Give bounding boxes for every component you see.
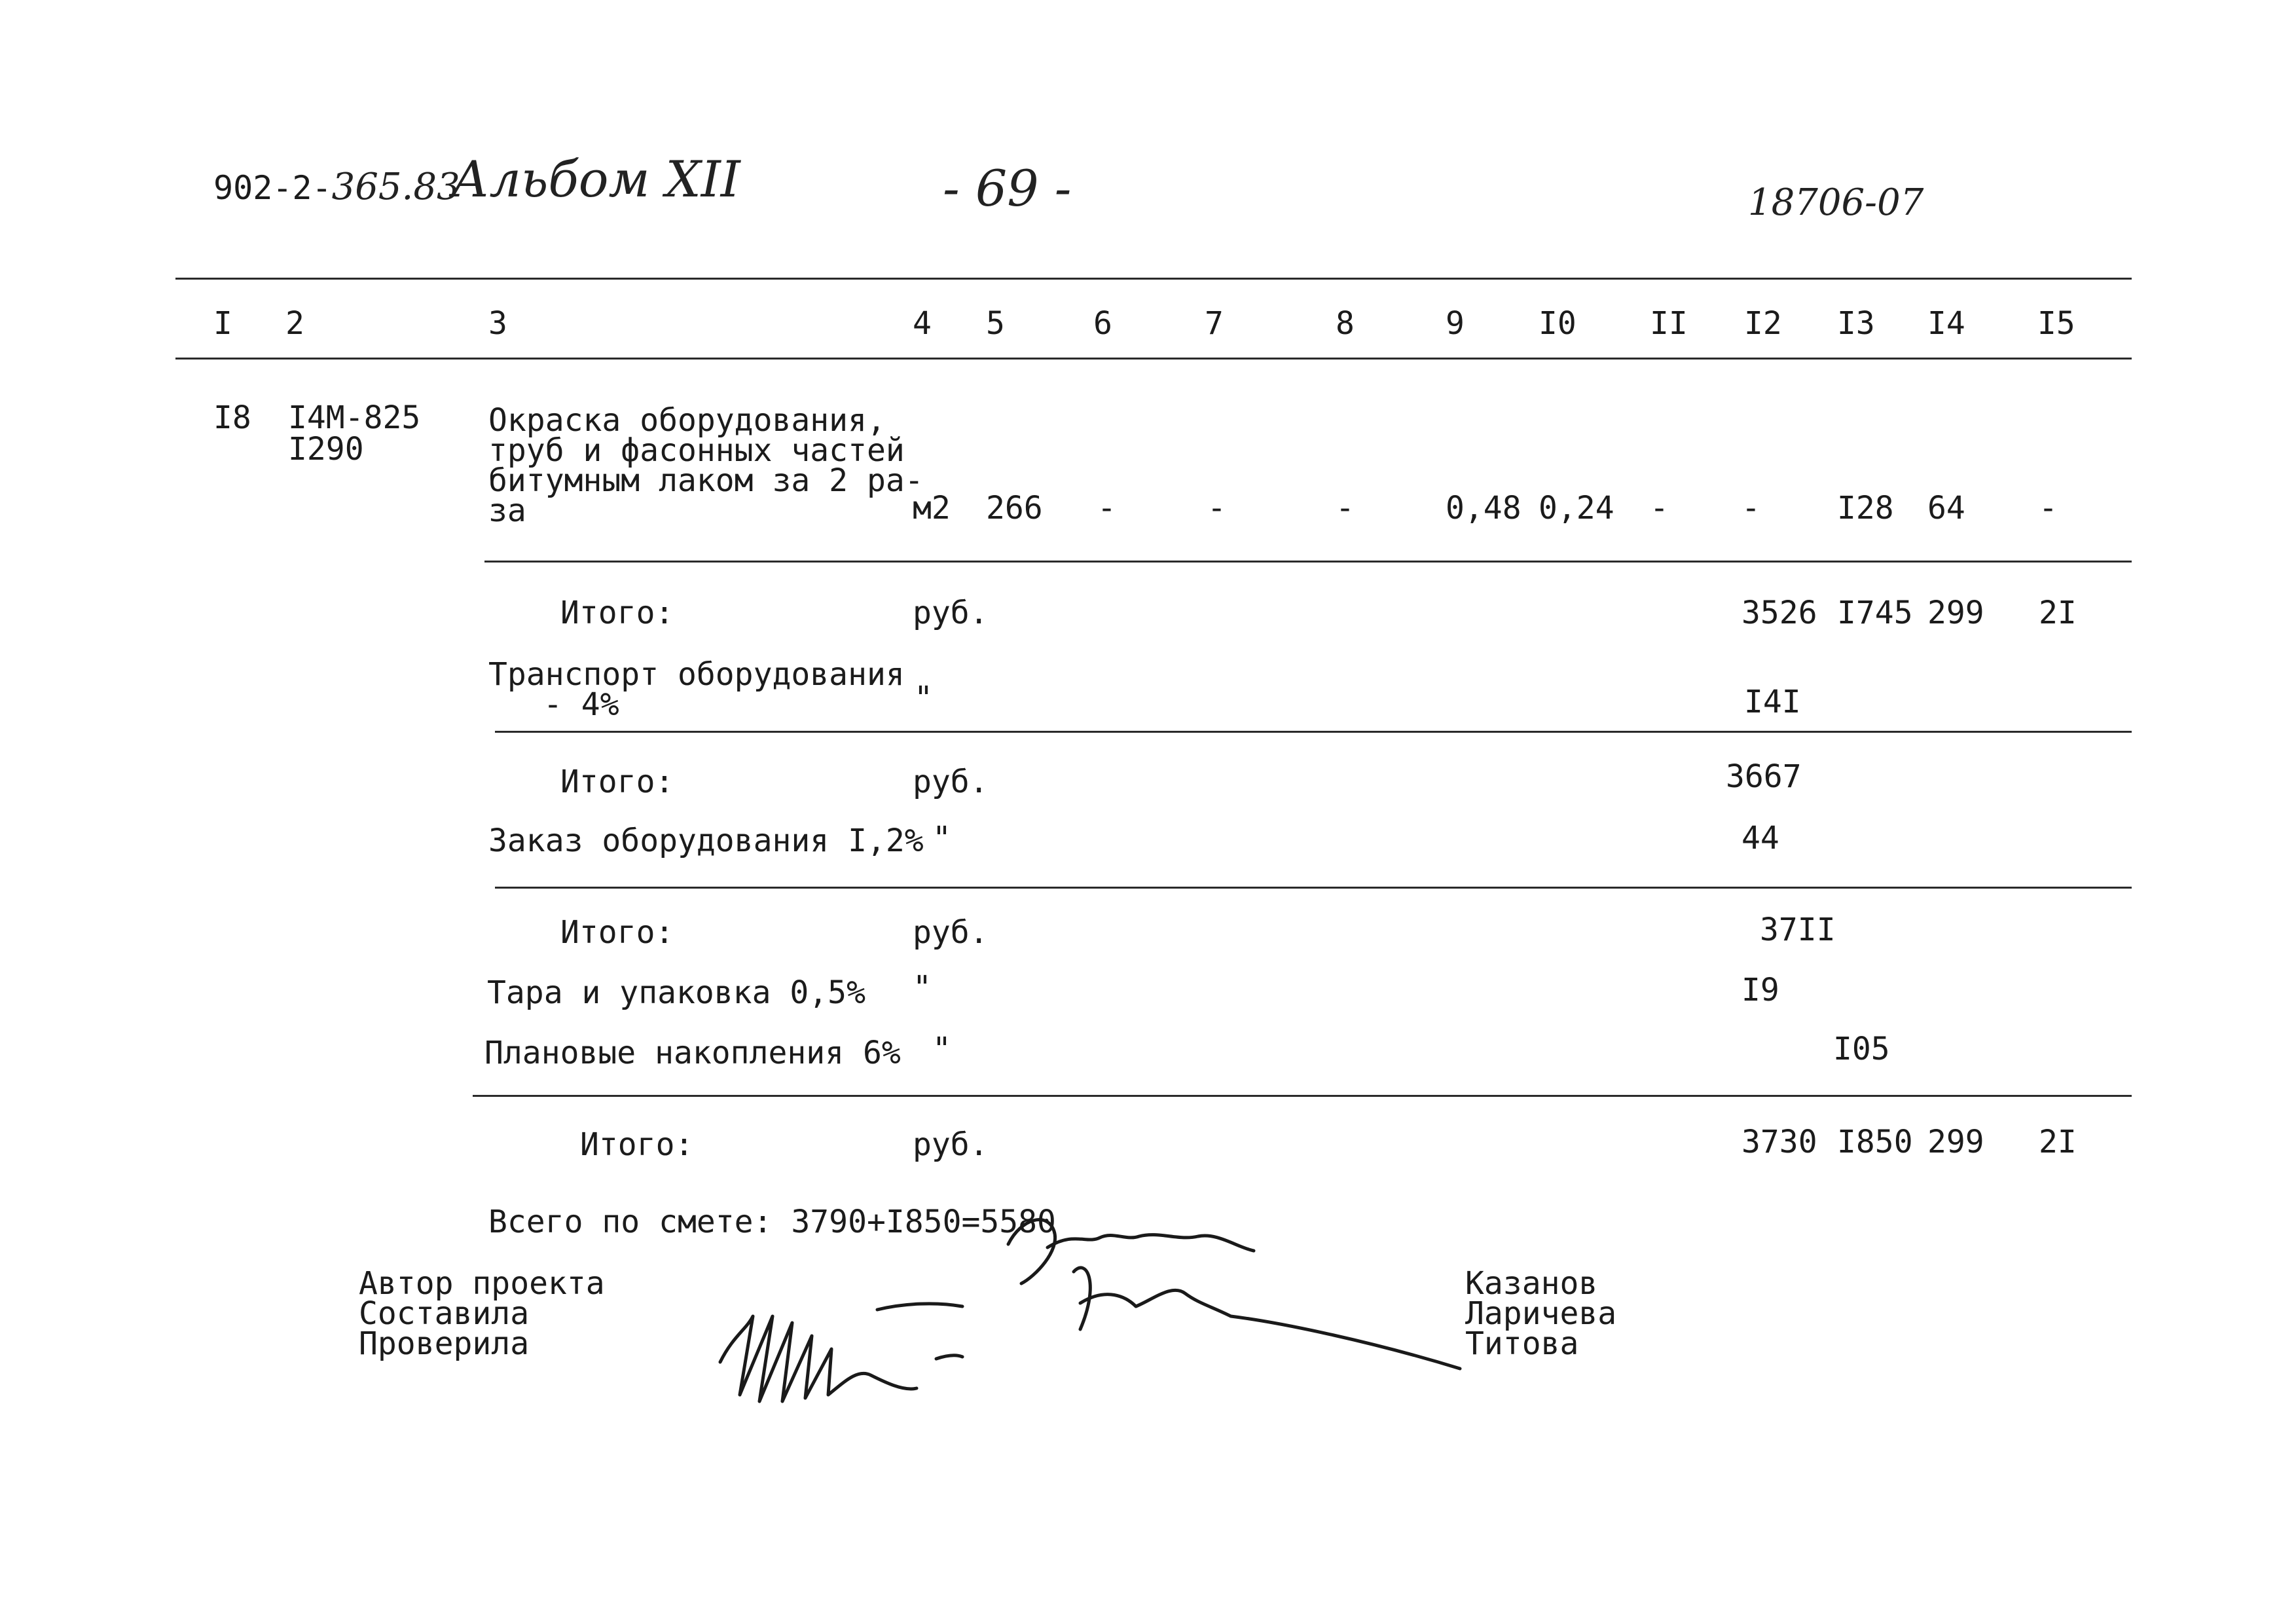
itogo-4-rub: руб. <box>913 1126 989 1163</box>
item-c9: 0,48 <box>1446 490 1522 526</box>
transport-ditto: " <box>914 680 933 716</box>
rule-item-bottom <box>484 561 2132 563</box>
item-code-2: I290 <box>288 431 364 468</box>
item-c6: - <box>1097 490 1116 526</box>
col-13: I3 <box>1837 305 1875 342</box>
packing-c12: I9 <box>1741 972 1779 1008</box>
col-2: 2 <box>285 305 304 342</box>
col-9: 9 <box>1446 305 1465 342</box>
col-15: I5 <box>2037 305 2075 342</box>
itogo-1-c14: 299 <box>1927 595 1984 631</box>
order-label: Заказ оборудования I,2% <box>488 822 924 859</box>
name-checked: Титова <box>1465 1325 1579 1362</box>
doc-code-handwritten: 365.83 <box>331 166 460 208</box>
grand-total: Всего по смете: 3790+I850=5580 <box>488 1204 1056 1240</box>
item-quantity: 266 <box>986 490 1043 526</box>
doc-code-printed: 902-2- <box>213 169 332 207</box>
order-c12: 44 <box>1741 820 1779 857</box>
itogo-4-c12: 3730 <box>1741 1124 1817 1160</box>
packing-ditto: " <box>913 969 932 1006</box>
itogo-1-label: Итого: <box>560 595 674 631</box>
col-4: 4 <box>913 305 932 342</box>
item-c8: - <box>1336 490 1355 526</box>
col-11: II <box>1650 305 1688 342</box>
planned-ditto: " <box>932 1031 951 1067</box>
itogo-1-c12: 3526 <box>1741 595 1817 631</box>
transport-c12: I4I <box>1744 684 1801 720</box>
itogo-1-rub: руб. <box>913 595 989 631</box>
item-c7: - <box>1207 490 1226 526</box>
name-compiled: Ларичева <box>1465 1295 1617 1332</box>
itogo-2-rub: руб. <box>913 764 989 800</box>
col-10: I0 <box>1539 305 1576 342</box>
col-7: 7 <box>1205 305 1224 342</box>
itogo-2-c12: 3667 <box>1726 758 1802 795</box>
transport-label-2: - 4% <box>543 686 619 723</box>
planned-label: Плановые накопления 6% <box>484 1035 901 1071</box>
item-c15: - <box>2039 490 2058 526</box>
col-1: I <box>213 305 232 342</box>
item-c14: 64 <box>1927 490 1965 526</box>
itogo-1-c15: 2I <box>2039 595 2077 631</box>
planned-c13: I05 <box>1833 1031 1890 1067</box>
item-c10: 0,24 <box>1539 490 1614 526</box>
packing-label: Тара и упаковка 0,5% <box>487 974 866 1011</box>
col-6: 6 <box>1093 305 1112 342</box>
col-5: 5 <box>986 305 1005 342</box>
itogo-4-c14: 299 <box>1927 1124 1984 1160</box>
role-author: Автор проекта <box>359 1265 605 1302</box>
item-c13: I28 <box>1837 490 1894 526</box>
col-3: 3 <box>488 305 507 342</box>
itogo-2-label: Итого: <box>560 764 674 800</box>
item-code-1: I4M-825 <box>288 399 421 436</box>
item-desc-1: Окраска оборудования, <box>488 402 886 439</box>
col-8: 8 <box>1336 305 1355 342</box>
item-desc-3: битумным лаком за 2 ра- <box>488 462 924 499</box>
itogo-3-label: Итого: <box>560 914 674 951</box>
order-ditto: " <box>932 820 951 857</box>
item-c11: - <box>1650 490 1669 526</box>
col-12: I2 <box>1744 305 1782 342</box>
rule-transport-bottom <box>495 731 2132 733</box>
itogo-4-c15: 2I <box>2039 1124 2077 1160</box>
transport-label-1: Транспорт оборудования <box>488 656 905 693</box>
itogo-3-c12: 37II <box>1760 912 1836 948</box>
item-c12: - <box>1741 490 1760 526</box>
archive-number: 18706-07 <box>1748 181 1924 224</box>
album-title: Альбом XII <box>452 150 740 208</box>
rule-header-bottom <box>175 358 2132 360</box>
item-unit: м2 <box>913 490 951 526</box>
page-number: - 69 - <box>943 159 1072 217</box>
col-14: I4 <box>1927 305 1965 342</box>
name-author: Казанов <box>1465 1265 1598 1302</box>
item-desc-4: за <box>488 492 526 529</box>
signature-compiled <box>877 1268 1460 1369</box>
role-checked: Проверила <box>359 1325 530 1362</box>
item-desc-2: труб и фасонных частей <box>488 432 905 469</box>
signature-checked <box>720 1316 962 1401</box>
itogo-4-label: Итого: <box>580 1126 694 1163</box>
role-compiled: Составила <box>359 1295 530 1332</box>
rule-planned-bottom <box>473 1095 2132 1097</box>
itogo-4-c13: I850 <box>1837 1124 1913 1160</box>
doc-code <box>213 166 460 208</box>
rule-top <box>175 278 2132 280</box>
item-number: I8 <box>213 399 251 436</box>
itogo-3-rub: руб. <box>913 914 989 951</box>
rule-order-bottom <box>495 887 2132 889</box>
itogo-1-c13: I745 <box>1837 595 1913 631</box>
